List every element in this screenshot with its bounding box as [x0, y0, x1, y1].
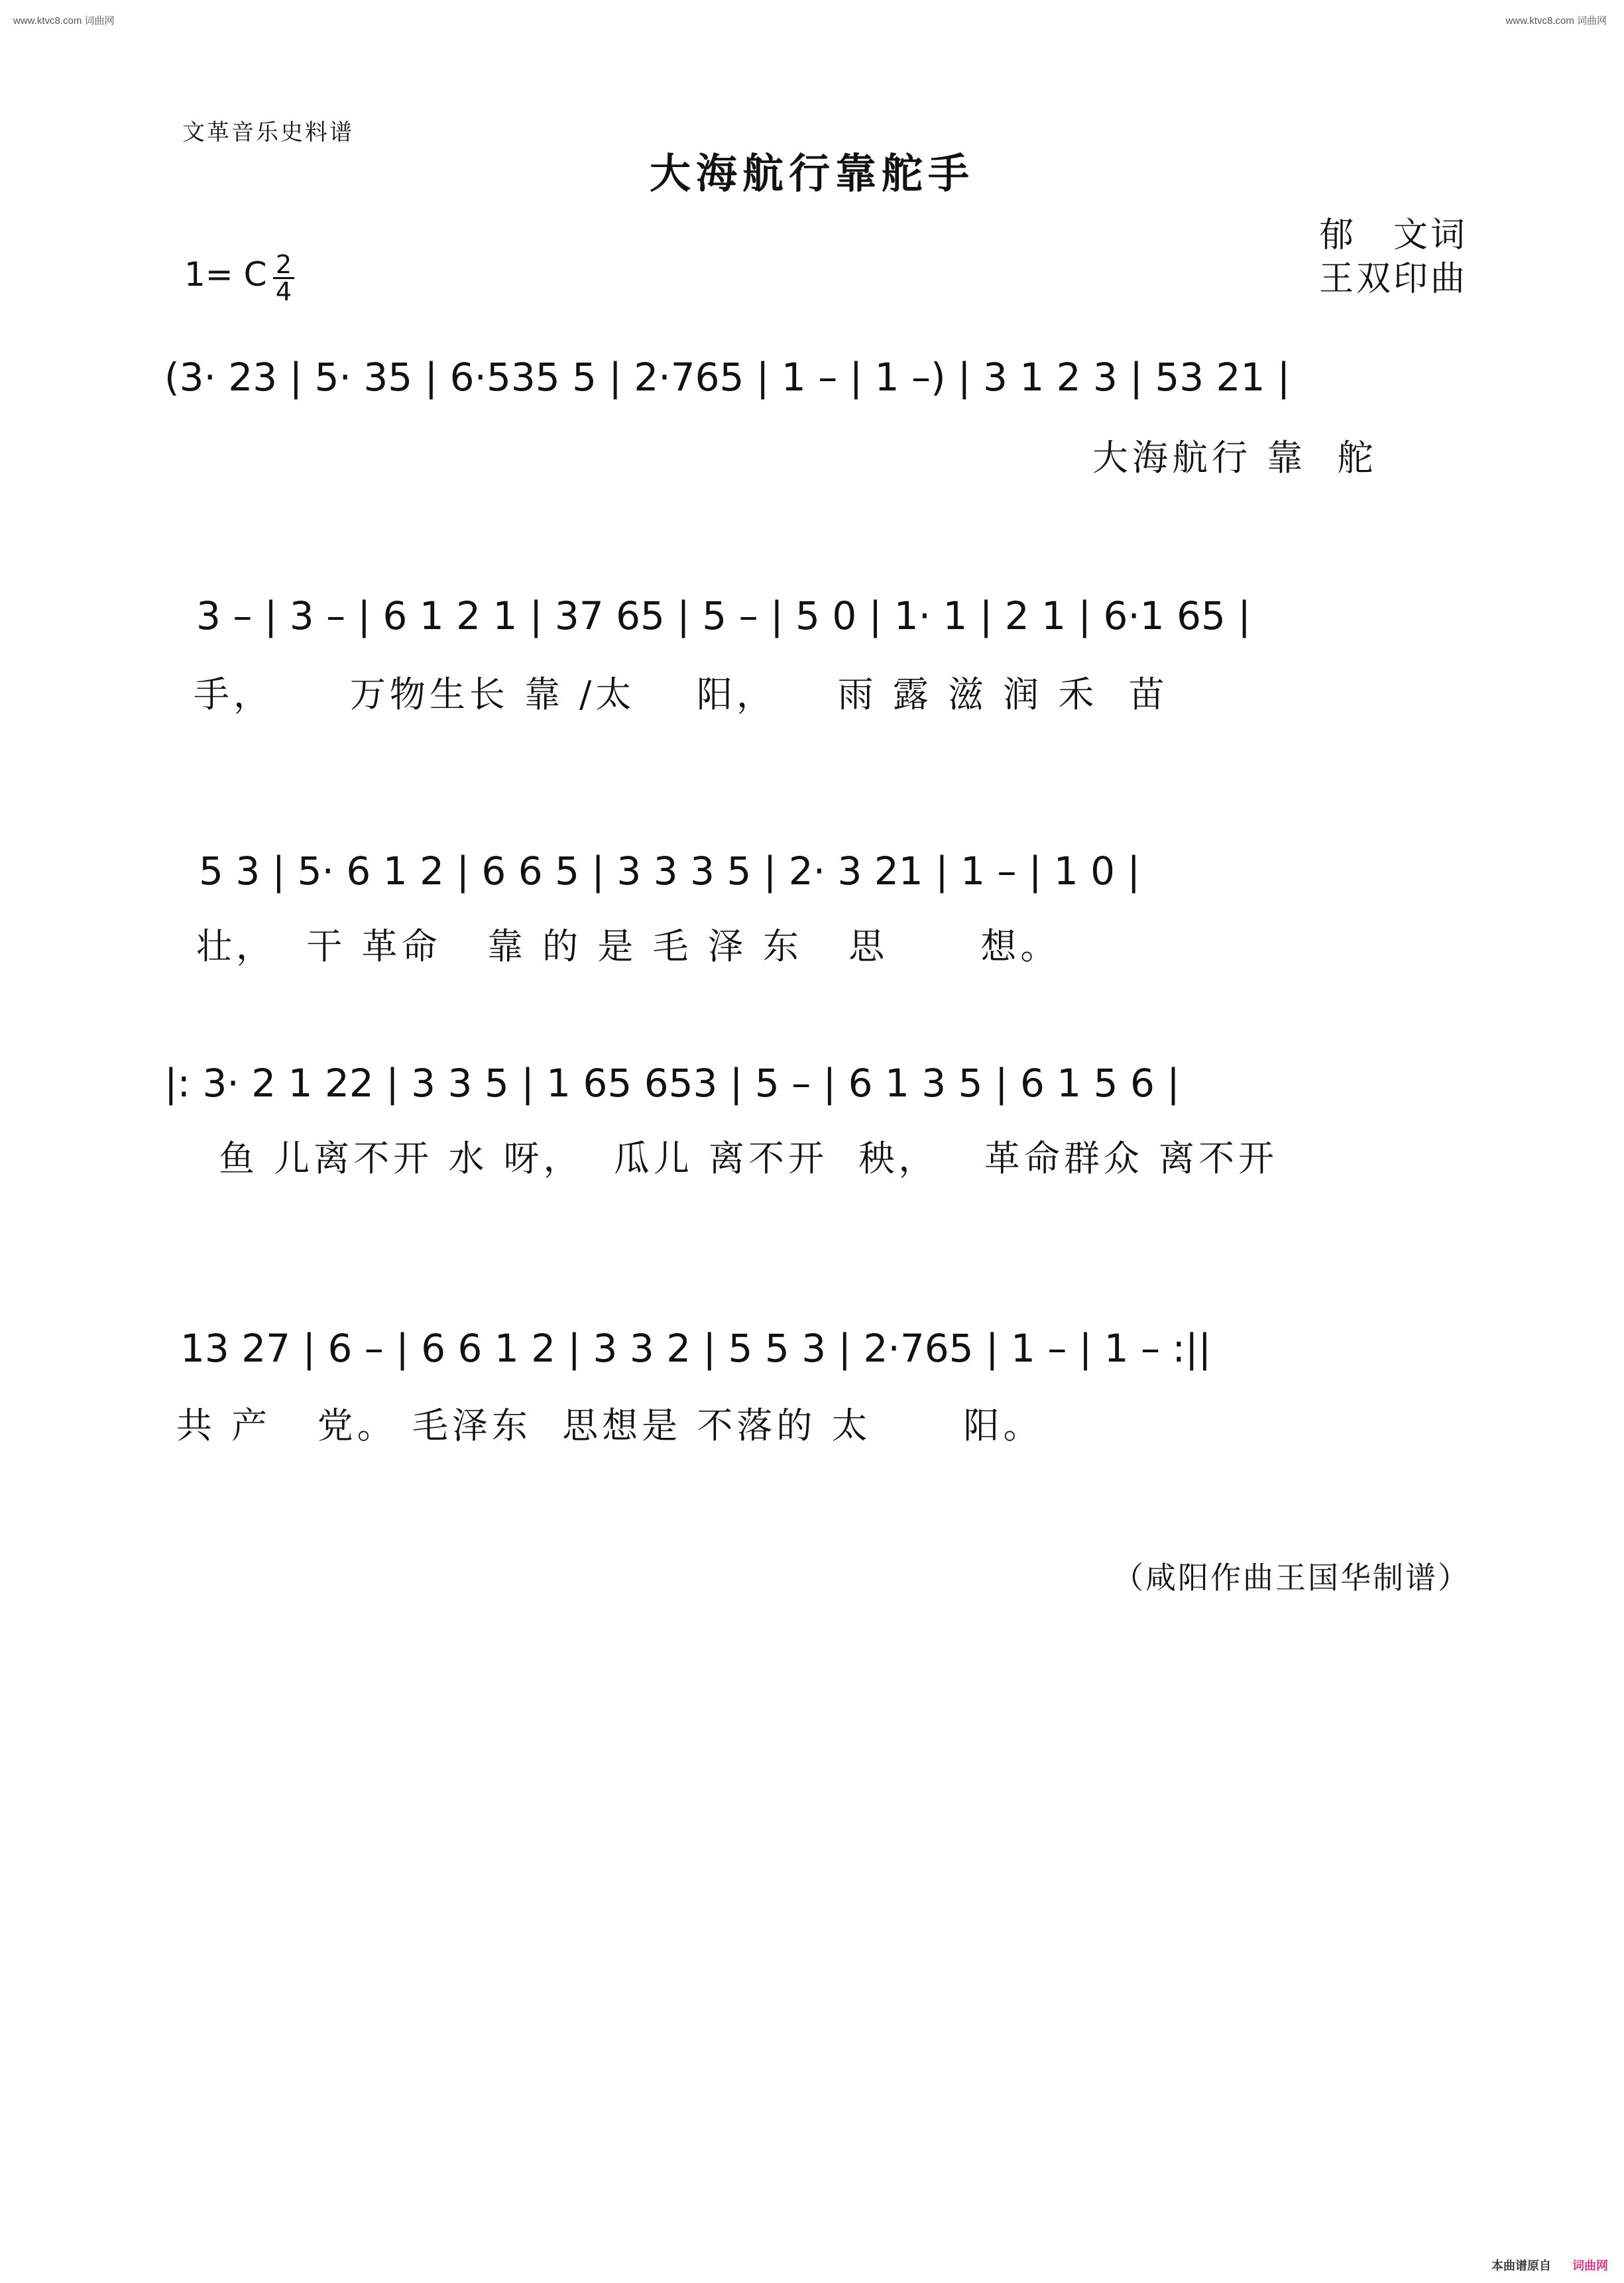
source-label: 文革音乐史料谱 — [182, 119, 354, 146]
site-bottom-brand[interactable]: 词曲网 — [1572, 2259, 1608, 2272]
score-line-3-notes: 5 3 | 5· 6 1 2 | 6 6 5 | 3 3 3 5 | 2· 3 21 | 1 – | 1 0 | — [199, 849, 1141, 894]
score-line-5-notes: 13 27 | 6 – | 6 6 1 2 | 3 3 2 | 5 5 3 | 2·765 | 1 – | 1 – :|| — [180, 1326, 1212, 1371]
score-line-5-lyrics: 共 产 党。 毛泽东 思想是 不落的 太 阳。 — [176, 1405, 1043, 1446]
site-watermark-top-right: www.ktvc8.com 词曲网 — [1505, 15, 1607, 27]
score-line-2-notes: 3 – | 3 – | 6 1 2 1 | 37 65 | 5 – | 5 0 | 1· 1 | 2 1 | 6·1 65 | — [196, 593, 1251, 638]
score-line-4-notes: |: 3· 2 1 22 | 3 3 5 | 1 65 653 | 5 – | 6 1 3 5 | 6 1 5 6 | — [164, 1061, 1180, 1106]
score-line-2-lyrics: 手， 万物生长 靠 /太 阳， 雨 露 滋 润 禾 苗 — [194, 673, 1169, 715]
side-watermark-left — [0, 0, 11, 2283]
score-line-1-notes: (3· 23 | 5· 35 | 6·535 5 | 2·765 | 1 – | 1 –) | 3 1 2 3 | 53 21 | — [164, 355, 1291, 400]
score-footer-note: （咸阳作曲王国华制谱） — [1113, 1560, 1470, 1596]
key-signature: 1= C — [184, 255, 267, 294]
site-bottom-label: 本曲谱原自 — [1491, 2259, 1551, 2272]
lyricist-credit: 郁 文词 — [1318, 215, 1468, 255]
score-line-1-lyrics: 大海航行 靠 舵 — [1092, 437, 1377, 479]
song-title: 大海航行靠舵手 — [649, 149, 974, 198]
time-signature-top: 2 — [275, 250, 292, 279]
site-watermark-top-left: www.ktvc8.com 词曲网 — [13, 15, 115, 27]
score-line-4-lyrics: 鱼 儿离不开 水 呀， 瓜儿 离不开 秧， 革命群众 离不开 — [219, 1138, 1278, 1179]
composer-credit: 王双印曲 — [1318, 259, 1468, 299]
side-watermark-right — [1613, 0, 1624, 2283]
time-signature-bottom: 4 — [275, 277, 292, 306]
time-signature — [270, 252, 297, 304]
score-line-3-lyrics: 壮， 干 革命 靠 的 是 毛 泽 东 思 想。 — [196, 925, 1061, 967]
